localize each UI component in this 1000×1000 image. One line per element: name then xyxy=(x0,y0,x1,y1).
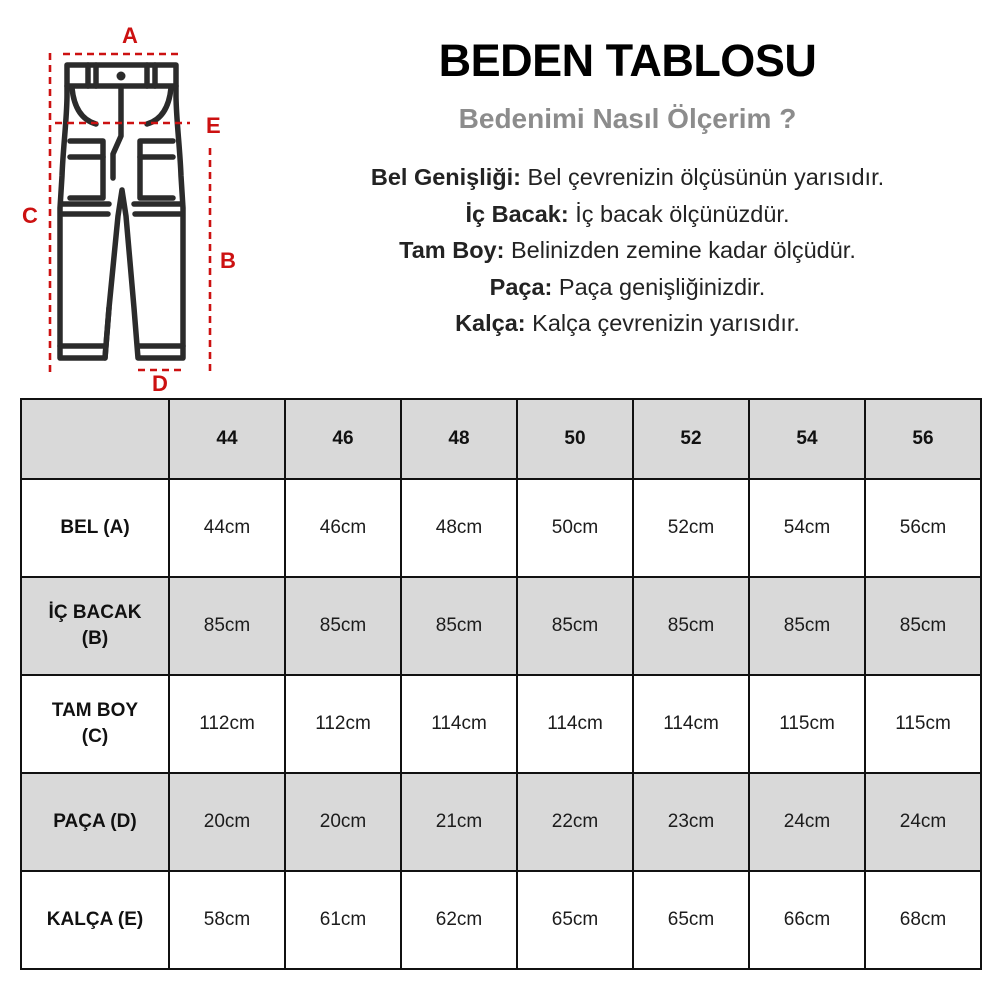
size-column-header: 50 xyxy=(517,399,633,479)
marker-label-a: A xyxy=(122,23,138,48)
size-column-header: 52 xyxy=(633,399,749,479)
info-panel xyxy=(255,0,1000,392)
table-cell: 52cm xyxy=(633,479,749,577)
table-cell: 68cm xyxy=(865,871,981,969)
table-row xyxy=(21,773,981,871)
pants-measurement-diagram xyxy=(10,8,255,392)
table-cell: 85cm xyxy=(749,577,865,675)
marker-label-d: D xyxy=(152,371,168,392)
measure-term: Kalça: xyxy=(455,310,526,336)
size-column-header: 54 xyxy=(749,399,865,479)
measure-term: İç Bacak: xyxy=(465,200,569,227)
table-cell: 24cm xyxy=(749,773,865,871)
measure-term: Tam Boy: xyxy=(399,237,505,263)
measure-description: Kalça çevrenizin yarısıdır. xyxy=(532,310,800,336)
size-column-header: 48 xyxy=(401,399,517,479)
measure-description: Bel çevrenizin ölçüsünün yarısıdır. xyxy=(527,164,885,190)
table-row xyxy=(21,675,981,773)
top-section xyxy=(0,0,1000,392)
measure-description: Paça genişliğinizdir. xyxy=(558,273,766,300)
row-label-cell xyxy=(21,773,169,871)
row-label-line1: BEL (A) xyxy=(60,517,130,538)
row-label-line1: KALÇA (E) xyxy=(46,909,144,930)
table-cell: 48cm xyxy=(401,479,517,577)
page-subtitle: Bedenimi Nasıl Ölçerim ? xyxy=(458,103,797,134)
table-cell: 114cm xyxy=(517,675,633,773)
list-item xyxy=(255,269,1000,306)
table-row xyxy=(21,479,981,577)
table-cell: 20cm xyxy=(285,773,401,871)
table-cell: 21cm xyxy=(401,773,517,871)
pants-illustration-svg xyxy=(10,8,255,392)
table-cell: 114cm xyxy=(401,675,517,773)
table-cell: 85cm xyxy=(169,577,285,675)
table-cell: 65cm xyxy=(517,871,633,969)
table-cell: 85cm xyxy=(633,577,749,675)
table-cell: 54cm xyxy=(749,479,865,577)
table-cell: 66cm xyxy=(749,871,865,969)
table-cell: 85cm xyxy=(285,577,401,675)
table-corner-cell xyxy=(21,399,169,479)
table-cell: 46cm xyxy=(285,479,401,577)
table-cell: 115cm xyxy=(749,675,865,773)
size-column-header: 44 xyxy=(169,399,285,479)
size-column-header: 46 xyxy=(285,399,401,479)
row-label-line1: PAÇA (D) xyxy=(53,811,137,832)
list-item xyxy=(255,305,1000,342)
table-cell: 115cm xyxy=(865,675,981,773)
table-cell: 23cm xyxy=(633,773,749,871)
row-label-cell xyxy=(21,577,169,675)
table-cell: 58cm xyxy=(169,871,285,969)
row-label-line1: İÇ BACAK xyxy=(48,602,142,623)
row-label-cell xyxy=(21,871,169,969)
marker-label-c: C xyxy=(22,203,38,228)
size-table-container xyxy=(20,398,980,970)
table-cell: 65cm xyxy=(633,871,749,969)
size-chart-table xyxy=(20,398,982,970)
table-cell: 61cm xyxy=(285,871,401,969)
measure-description: Belinizden zemine kadar ölçüdür. xyxy=(510,237,856,263)
table-cell: 85cm xyxy=(401,577,517,675)
table-cell: 44cm xyxy=(169,479,285,577)
table-header-row xyxy=(21,399,981,479)
measure-term: Bel Genişliği: xyxy=(370,164,522,190)
marker-label-b: B xyxy=(220,248,236,273)
list-item xyxy=(255,196,1000,233)
row-label-line2: (C) xyxy=(81,726,109,747)
pants-garment-icon xyxy=(60,65,183,358)
page-title: BEDEN TABLOSU xyxy=(438,35,817,86)
table-cell: 62cm xyxy=(401,871,517,969)
table-cell: 114cm xyxy=(633,675,749,773)
row-label-cell xyxy=(21,675,169,773)
measure-description: İç bacak ölçünüzdür. xyxy=(575,200,790,227)
size-column-header: 56 xyxy=(865,399,981,479)
row-label-line2: (B) xyxy=(81,628,109,649)
marker-label-e: E xyxy=(206,113,221,138)
table-cell: 85cm xyxy=(865,577,981,675)
measure-term: Paça: xyxy=(489,273,553,300)
table-cell: 24cm xyxy=(865,773,981,871)
list-item xyxy=(255,159,1000,196)
waist-button-icon xyxy=(117,72,126,81)
table-cell: 50cm xyxy=(517,479,633,577)
table-row xyxy=(21,871,981,969)
table-cell: 56cm xyxy=(865,479,981,577)
row-label-line1: TAM BOY xyxy=(51,700,139,721)
table-cell: 112cm xyxy=(169,675,285,773)
table-cell: 20cm xyxy=(169,773,285,871)
row-label-cell xyxy=(21,479,169,577)
list-item xyxy=(255,232,1000,269)
measurement-definition-list xyxy=(255,133,1000,342)
table-cell: 22cm xyxy=(517,773,633,871)
table-row xyxy=(21,577,981,675)
table-cell: 112cm xyxy=(285,675,401,773)
table-cell: 85cm xyxy=(517,577,633,675)
